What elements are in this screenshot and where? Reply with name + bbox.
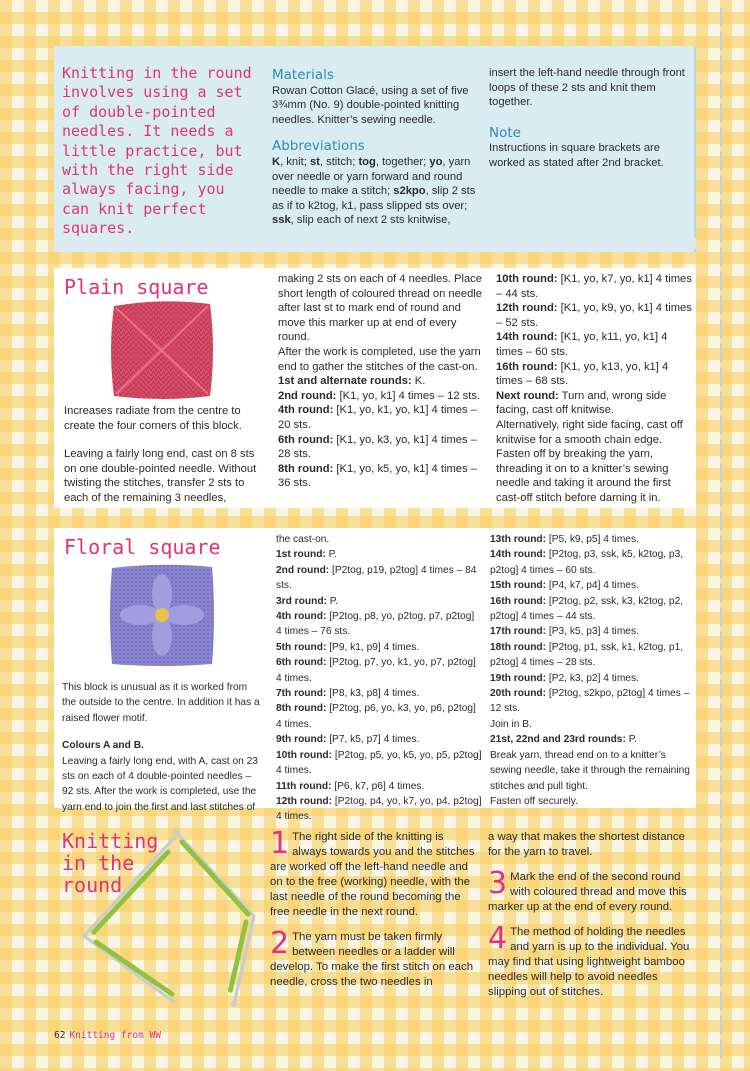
round-instruction xyxy=(276,547,482,562)
plain-col3-end: Alternatively, right side facing, cast off knitwise for a smooth chain edge. Fasten off by breaking the yarn, threading it on to a knitter’s sewing needle and taking it around the first cast-off stitch before darning it in. xyxy=(496,418,683,504)
round-instruction xyxy=(276,686,482,701)
round-steps-column-2 xyxy=(270,826,476,1000)
round-label: 12th round: xyxy=(496,302,558,315)
round-label: 3rd round: xyxy=(276,595,327,607)
floral-final-label: 21st, 22nd and 23rd rounds: xyxy=(490,734,626,746)
floral-colours-heading: Colours A and B. xyxy=(62,740,144,752)
materials-column xyxy=(272,68,477,228)
step-text: The method of holding the needles and yarn is up to the individual. You may find that using lightweight bamboo needles will help to avoid needles slipping out of stitches. xyxy=(488,926,690,998)
round-label: 8th round: xyxy=(276,703,327,715)
floral-desc-2: Leaving a fairly long end, with A, cast on 23 sts on each of 4 double-pointed needles – 92 sts. After the work is completed, use the yarn end to join the first and last stitches of xyxy=(62,755,258,813)
round-text: [P2tog, p3, ssk, k5, k2tog, p3, p2tog] 4 times – 60 sts. xyxy=(490,549,684,576)
ruler-tick xyxy=(720,848,722,866)
round-instruction xyxy=(496,272,692,301)
round-instruction xyxy=(276,655,482,686)
ruler-tick xyxy=(720,800,722,818)
round-instruction xyxy=(496,360,692,389)
round-instruction xyxy=(276,609,482,640)
round-instruction xyxy=(490,532,692,547)
round-steps-list-2 xyxy=(488,866,694,1000)
round-label: 4th round: xyxy=(278,404,334,417)
round-label: 10th round: xyxy=(496,273,558,285)
ruler-tick xyxy=(720,368,722,386)
round-label: 5th round: xyxy=(276,641,327,653)
round-instruction xyxy=(278,433,486,462)
round-text: [K1, yo, k7, yo, k1] 4 times – 44 sts. xyxy=(496,273,692,300)
plain-col2-after: After the work is completed, use the yarn end to gather the stitches of the cast-on. xyxy=(278,345,481,373)
ruler-tick xyxy=(720,176,722,194)
abbr-definition: , slip each of next 2 sts knitwise, xyxy=(290,214,451,227)
round-label: 16th round: xyxy=(496,360,558,373)
round-label: 13th round: xyxy=(490,534,547,545)
page-number: 62 xyxy=(54,1030,66,1041)
ruler-tick xyxy=(720,80,722,98)
ruler-tick xyxy=(720,128,722,146)
round-text: [P9, k1, p9] 4 times. xyxy=(326,641,420,653)
round-text: [P2tog, s2kpo, p2tog] 4 times – 12 sts. xyxy=(490,688,690,715)
round-label: 17th round: xyxy=(490,626,547,638)
round-text: [K1, yo, k1, yo, k1] 4 times – 20 sts. xyxy=(278,404,477,431)
intro-lead-text: Knitting in the round involves using a set of double-pointed needles. It needs a little practice, but with the right side always facing, you can knit perfect squares. xyxy=(62,64,252,238)
ruler-tick xyxy=(720,584,722,602)
floral-rounds-list-2 xyxy=(490,532,692,717)
round-instruction xyxy=(490,594,692,625)
ruler-tick xyxy=(720,872,722,890)
floral-square-title: Floral square xyxy=(64,535,221,559)
round-label: 6th round: xyxy=(278,433,334,446)
round-text: [K1, yo, k13, yo, k1] 4 times – 68 sts. xyxy=(496,360,669,388)
round-text: [P2tog, p19, p2tog] 4 times – 84 sts. xyxy=(276,564,477,592)
note-text: Instructions in square brackets are worked as stated after 2nd bracket. xyxy=(489,142,664,169)
round-label: 1st round: xyxy=(276,549,326,561)
step-number: 4 xyxy=(488,921,508,956)
round-instruction xyxy=(276,701,482,732)
round-label: 8th round: xyxy=(278,462,334,475)
plain-rounds-list-2 xyxy=(496,272,692,418)
ruler-tick xyxy=(720,8,722,26)
abbr-definition: , stitch; xyxy=(319,155,359,168)
ruler-tick xyxy=(720,392,722,410)
floral-square-description xyxy=(62,680,262,815)
round-instruction xyxy=(490,578,692,593)
round-text: [P2tog, p5, yo, k5, yo, p5, p2tog] 4 times. xyxy=(276,749,482,777)
plain-desc-2: Leaving a fairly long end, cast on 8 sts on one double-pointed needle. Without twisting the stitches, transfer 2 sts to each of the remaining 3 needles, xyxy=(64,448,257,504)
step-number: 3 xyxy=(488,866,508,901)
round-text: [P8, k3, p8] 4 times. xyxy=(326,688,420,700)
floral-ending: Break yarn, thread end on to a knitter’s sewing needle, take it through the remaining stitches and pull tight. xyxy=(490,749,690,792)
ruler-tick xyxy=(720,56,722,74)
floral-fasten: Fasten off securely. xyxy=(490,795,578,807)
round-instruction xyxy=(276,563,482,594)
round-step xyxy=(270,826,476,920)
round-text: [K1, yo, k11, yo, k1] 4 times – 60 sts. xyxy=(496,331,668,358)
ruler-tick xyxy=(720,824,722,842)
round-label: 11th round: xyxy=(276,780,332,792)
plain-square-column-2 xyxy=(278,272,486,491)
round-text: [P2tog, p7, yo, k1, yo, p7, p2tog] 4 times. xyxy=(276,657,476,684)
round-instruction xyxy=(278,389,486,404)
ruler-tick xyxy=(720,320,722,338)
ruler-tick xyxy=(720,728,722,746)
ruler-tick xyxy=(720,248,722,266)
round-text: K. xyxy=(411,375,426,388)
floral-desc-1: This block is unusual as it is worked from the outside to the centre. In addition it has a raised flower motif. xyxy=(62,682,260,724)
round-label: 10th round: xyxy=(276,749,333,761)
abbreviations-text xyxy=(272,155,477,228)
plain-col2-intro: making 2 sts on each of 4 needles. Place short length of coloured thread on needle after last st to mark end of round and move this marker up at end of every round. xyxy=(278,273,483,344)
round-label: 16th round: xyxy=(490,595,547,607)
round-label: 18th round: xyxy=(490,641,547,653)
ruler-tick xyxy=(720,752,722,770)
round-text: [P2tog, p8, yo, p2tog, p7, p2tog] 4 times – 76 sts. xyxy=(276,611,475,638)
abbr-definition: , slip 2 sts as if to k2tog, k1, pass slipped sts over; xyxy=(272,185,476,212)
plain-square-title: Plain square xyxy=(64,275,209,299)
ruler-tick xyxy=(720,224,722,242)
round-text: [P2tog, p4, yo, k7, yo, p4, p2tog] 4 times. xyxy=(276,795,482,823)
step-number: 1 xyxy=(270,826,290,861)
ruler-tick xyxy=(720,992,722,1010)
round-step xyxy=(270,926,476,990)
floral-final-rounds xyxy=(490,732,692,747)
ruler-tick xyxy=(720,968,722,986)
round-text: [P2tog, p1, ssk, k1, k2tog, p1, p2tog] 4 times – 28 sts. xyxy=(490,641,684,669)
round-instruction xyxy=(490,686,692,717)
ruler-tick xyxy=(720,776,722,794)
abbr-key: yo xyxy=(429,155,443,168)
ruler-tick xyxy=(720,296,722,314)
intro-zigzag-edge xyxy=(54,238,696,262)
ruler-tick xyxy=(720,512,722,530)
round-instruction xyxy=(496,330,692,359)
ruler-tick xyxy=(720,272,722,290)
ruler-tick xyxy=(720,896,722,914)
floral-square-swatch-image xyxy=(106,560,218,670)
round-instruction xyxy=(490,671,692,686)
round-instruction xyxy=(276,732,482,747)
floral-square-column-3 xyxy=(490,532,692,809)
round-instruction xyxy=(276,594,482,609)
round-label: 20th round: xyxy=(490,688,547,700)
round-instruction xyxy=(490,640,692,671)
round-text: [K1, yo, k1] 4 times – 12 sts. xyxy=(336,389,481,402)
ruler-tick xyxy=(720,464,722,482)
abbr-definition: , yarn over needle or yarn forward and round needle to make a stitch; xyxy=(272,155,471,198)
round-title-line-2: in the xyxy=(62,851,135,875)
materials-text: Rowan Cotton Glacé, using a set of five 3¾mm (No. 9) double-pointed knitting needles. Knitter’s sewing needle. xyxy=(272,84,469,126)
page-footer xyxy=(54,1030,161,1041)
round-text: P. xyxy=(325,549,337,561)
step-text: The right side of the knitting is always towards you and the stitches are worked off the left-hand needle and on to the free (working) needle, with the last needle of the round becoming the free needle in the next round. xyxy=(270,831,475,918)
ruler-tick xyxy=(720,944,722,962)
note-heading: Note xyxy=(489,124,521,141)
round-text: [P5, k9, p5] 4 times. xyxy=(546,534,639,545)
round-step xyxy=(488,921,694,1000)
round-text: [K1, yo, k3, yo, k1] 4 times – 28 sts. xyxy=(278,433,477,461)
round-text: Turn and, wrong side facing, cast off knitwise. xyxy=(496,389,667,417)
round-label: 1st and alternate rounds: xyxy=(278,375,412,388)
floral-col2-start: the cast-on. xyxy=(276,534,330,545)
round-title-line-1: Knitting xyxy=(62,829,159,853)
round-label: 15th round: xyxy=(490,580,547,592)
ruler-tick xyxy=(720,680,722,698)
abbr-key: ssk xyxy=(272,214,291,227)
ruler-tick xyxy=(720,536,722,554)
floral-square-panel xyxy=(54,528,696,823)
round-instruction xyxy=(278,374,486,389)
round-label: 7th round: xyxy=(276,688,327,700)
plain-square-swatch-image xyxy=(106,296,218,404)
round-text: [P7, k5, p7] 4 times. xyxy=(326,734,420,746)
round-instruction xyxy=(490,624,692,639)
plain-rounds-list xyxy=(278,374,486,491)
ruler-tick xyxy=(720,632,722,650)
round-label: 4th round: xyxy=(276,611,327,623)
abbr-key: K xyxy=(272,155,281,168)
plain-square-column-3 xyxy=(496,272,692,506)
round-steps-column-3 xyxy=(488,830,694,1010)
round-step-continued: a way that makes the shortest distance for the yarn to travel. xyxy=(488,831,685,858)
ruler-tick xyxy=(720,920,722,938)
ruler-tick xyxy=(720,344,722,362)
ruler-tick xyxy=(720,1016,722,1034)
ruler-tick xyxy=(720,152,722,170)
plain-square-description xyxy=(64,404,264,520)
round-instruction xyxy=(276,640,482,655)
needles-illustration xyxy=(54,824,268,1024)
ruler-tick xyxy=(720,488,722,506)
knitting-in-round-section xyxy=(54,824,696,1044)
round-instruction xyxy=(490,547,692,578)
abbreviations-continued: insert the left-hand needle through front loops of these 2 sts and knit them together. xyxy=(489,67,685,109)
round-text: [P4, k7, p4] 4 times. xyxy=(546,580,639,592)
round-text: [K1, yo, k9, yo, k1] 4 times – 52 sts. xyxy=(496,302,692,329)
step-text: Mark the end of the second round with coloured thread and move this marker up at the end of every round. xyxy=(488,871,687,913)
round-label: 6th round: xyxy=(276,657,327,669)
round-instruction xyxy=(278,403,486,432)
abbr-definition: , together; xyxy=(375,155,430,168)
round-label: 2nd round: xyxy=(278,389,337,402)
round-text: [P6, k7, p6] 4 times. xyxy=(331,780,425,792)
round-text: [P2, k3, p2] 4 times. xyxy=(546,672,639,684)
ruler-tick xyxy=(720,1040,722,1058)
abbr-definition: , knit; xyxy=(280,155,310,168)
round-text: [K1, yo, k5, yo, k1] 4 times – 36 sts. xyxy=(278,462,477,490)
round-instruction xyxy=(276,748,482,779)
abbr-key: tog xyxy=(358,155,376,168)
ruler-tick xyxy=(720,416,722,434)
round-instruction xyxy=(276,779,482,794)
floral-final-text: P. xyxy=(625,734,638,746)
round-text: [P2tog, p2, ssk, k3, k2tog, p2, p2tog] 4 times – 44 sts. xyxy=(490,595,684,623)
round-text: P. xyxy=(326,595,339,607)
round-label: 12th round: xyxy=(276,795,333,807)
publication-title: Knitting from WW xyxy=(69,1030,161,1041)
abbr-key: st xyxy=(309,155,320,168)
plain-square-panel xyxy=(54,268,696,508)
ruler-tick xyxy=(720,560,722,578)
round-text: [P3, k5, p3] 4 times. xyxy=(546,626,639,638)
ruler-tick xyxy=(720,200,722,218)
round-instruction xyxy=(496,301,692,330)
step-number: 2 xyxy=(270,926,290,961)
round-label: 9th round: xyxy=(276,734,327,746)
round-instruction xyxy=(496,389,692,418)
ruler-tick xyxy=(720,440,722,458)
round-label: 14th round: xyxy=(496,331,558,344)
round-label: 19th round: xyxy=(490,672,547,684)
floral-join: Join in B. xyxy=(490,718,532,730)
round-label: Next round: xyxy=(496,389,559,402)
floral-rounds-list xyxy=(276,547,482,824)
ruler-tick xyxy=(720,32,722,50)
abbreviations-heading: Abbreviations xyxy=(272,138,365,155)
round-title-line-3: round xyxy=(62,873,123,897)
note-column xyxy=(489,66,689,171)
round-instruction xyxy=(278,462,486,491)
step-text: The yarn must be taken firmly between needles or a ladder will develop. To make the first stitch on each needle, cross the two needles in xyxy=(270,931,474,988)
round-instruction xyxy=(276,794,482,825)
floral-square-column-2 xyxy=(276,532,482,825)
materials-heading: Materials xyxy=(272,67,334,83)
round-text: [P2tog, p6, yo, k3, yo, p6, p2tog] 4 times. xyxy=(276,703,476,730)
round-step xyxy=(488,866,694,915)
abbr-key: s2kpo xyxy=(393,185,426,198)
ruler-tick xyxy=(720,608,722,626)
round-label: 2nd round: xyxy=(276,564,330,576)
ruler-tick xyxy=(720,104,722,122)
ruler-tick xyxy=(720,704,722,722)
plain-desc-1: Increases radiate from the centre to create the four corners of this block. xyxy=(64,405,242,432)
round-label: 14th round: xyxy=(490,549,547,561)
ruler-tick xyxy=(720,656,722,674)
